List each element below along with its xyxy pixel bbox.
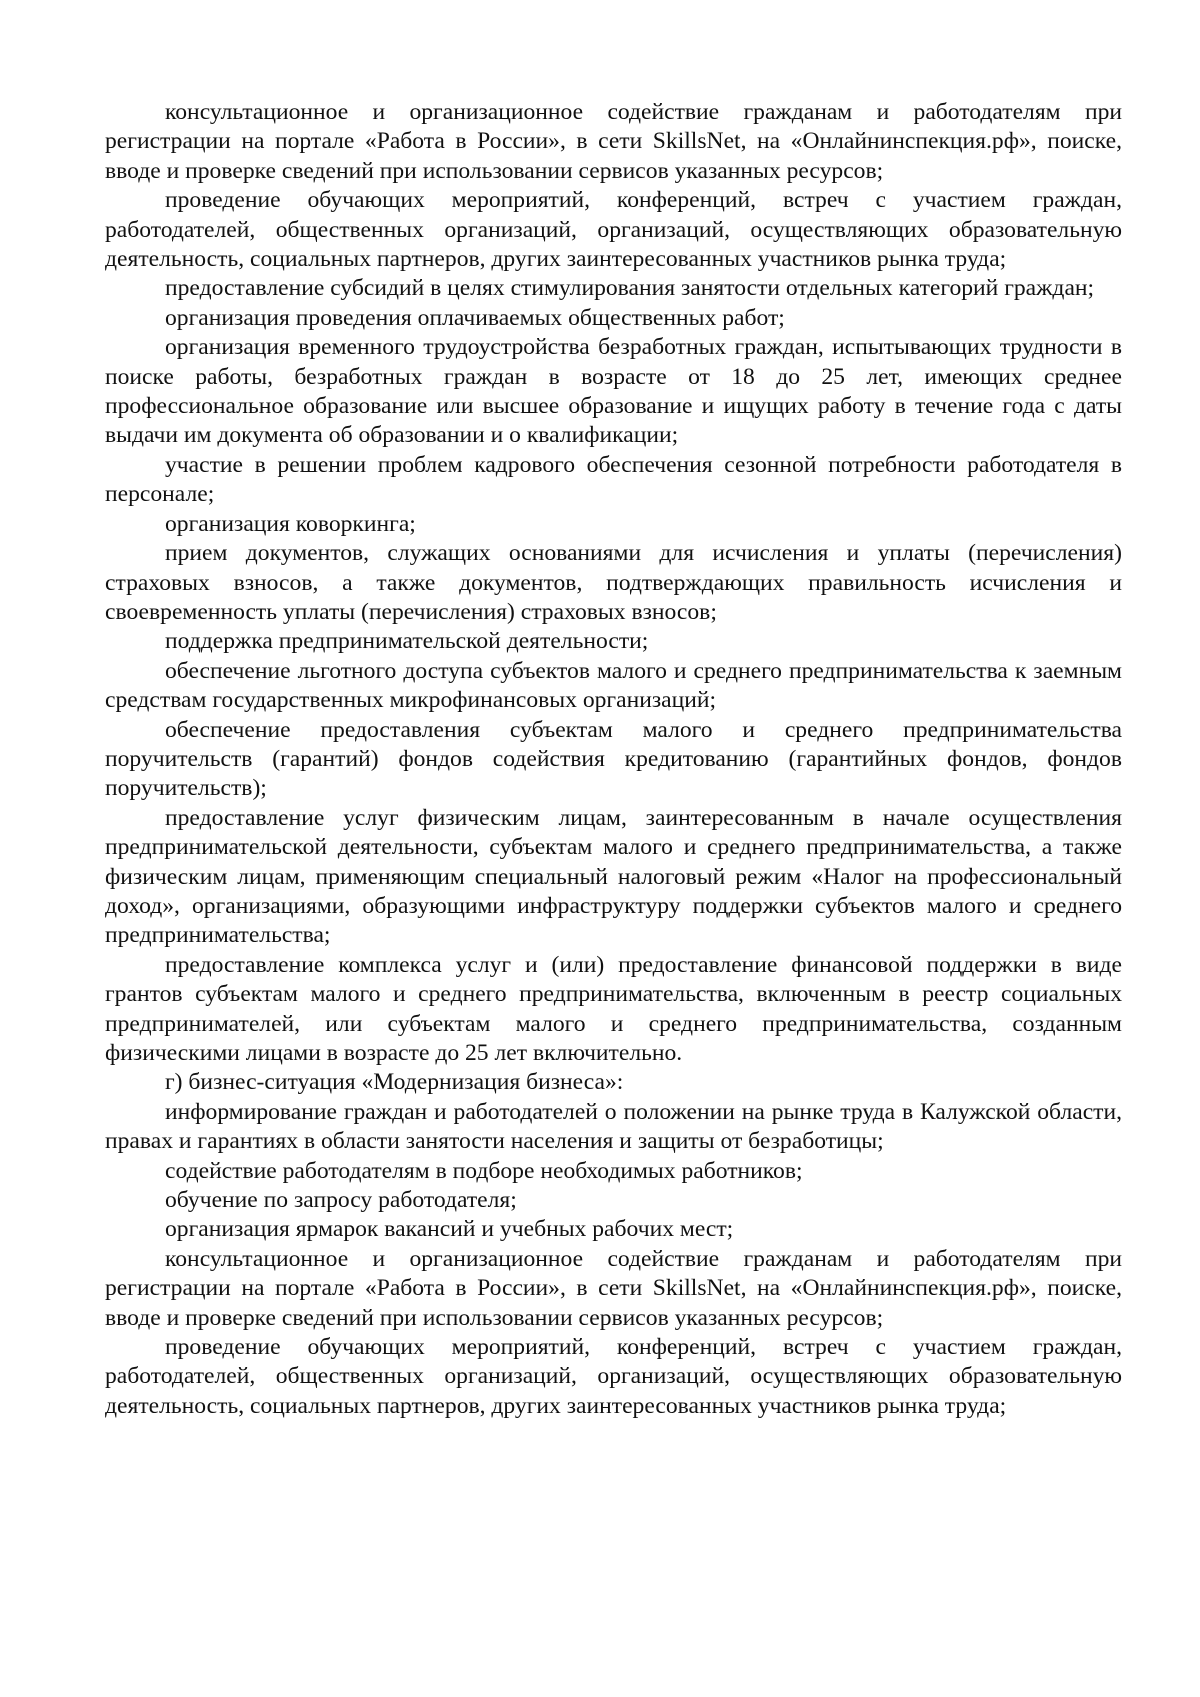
paragraph-training-events-2: проведение обучающих мероприятий, конференций, встреч с участием граждан, работодателей, общественных организаций, организаций, осуществляющих образовательную деятельность, социальных партнеров, других заинтересованных участников рынка труда;	[105, 1334, 1122, 1419]
paragraph-coworking: организация коворкинга;	[165, 510, 416, 537]
paragraph-labor-market-info: информирование граждан и работодателей о положении на рынке труда в Калужской области, правах и гарантиях в области занятости населения и защиты от безработицы;	[105, 1098, 1122, 1155]
paragraph-guarantee-funds: обеспечение предоставления субъектам малого и среднего предпринимательства поручительств (гарантий) фондов содействия кредитованию (гарантийных фондов, фондов поручительств);	[105, 716, 1122, 802]
paragraph-microfinance-access: обеспечение льготного доступа субъектов малого и среднего предпринимательства к заемным средствам государственных микрофинансовых организаций;	[105, 657, 1122, 714]
paragraph-employee-selection: содействие работодателям в подборе необходимых работников;	[165, 1157, 803, 1184]
paragraph-employer-training: обучение по запросу работодателя;	[165, 1187, 517, 1214]
section-heading-business-modernization: г) бизнес-ситуация «Модернизация бизнеса»:	[165, 1069, 624, 1096]
paragraph-training-events: проведение обучающих мероприятий, конференций, встреч с участием граждан, работодателей, общественных организаций, организаций, осуществляющих образовательную деятельность, социальных партнеров, других заинтересованных участников рынка труда;	[105, 187, 1122, 273]
paragraph-subsidies: предоставление субсидий в целях стимулирования занятости отдельных категорий граждан;	[165, 275, 1095, 302]
paragraph-seasonal-staffing: участие в решении проблем кадрового обеспечения сезонной потребности работодателя в персонале;	[105, 451, 1122, 508]
paragraph-grants: предоставление комплекса услуг и (или) предоставление финансовой поддержки в виде грантов субъектам малого и среднего предпринимательства, включенным в реестр социальных предпринимателей, или субъектам малого и среднего предпринимательства, созданным физическими лицами в возрасте до 25 лет включительно.	[105, 951, 1122, 1066]
paragraph-temporary-employment: организация временного трудоустройства безработных граждан, испытывающих трудности в поиске работы, безработных граждан в возрасте от 18 до 25 лет, имеющих среднее профессиональное образование или высшее образование и ищущих работу в течение года с даты выдачи им документа об образовании и о квалификации;	[105, 334, 1122, 449]
paragraph-public-works: организация проведения оплачиваемых общественных работ;	[165, 304, 785, 331]
paragraph-consulting-registration: консультационное и организационное содействие гражданам и работодателям при регистрации на портале «Работа в России», в сети SkillsNet, на «Онлайнинспекция.рф», поиске, вводе и проверке сведений при использовании сервисов указанных ресурсов;	[105, 99, 1122, 184]
paragraph-job-fairs: организация ярмарок вакансий и учебных рабочих мест;	[165, 1216, 734, 1243]
paragraph-insurance-documents: прием документов, служащих основаниями для исчисления и уплаты (перечисления) страховых взносов, а также документов, подтверждающих правильность исчисления и своевременность уплаты (перечисления) страховых взносов;	[105, 540, 1122, 625]
paragraph-services-individuals: предоставление услуг физическим лицам, заинтересованным в начале осуществления предпринимательской деятельности, субъектам малого и среднего предпринимательства, а также физическим лицам, применяющим специальный налоговый режим «Налог на профессиональный доход», организациями, образующими инфраструктуру поддержки субъектов малого и среднего предпринимательства;	[105, 804, 1122, 949]
paragraph-business-support: поддержка предпринимательской деятельности;	[165, 628, 649, 655]
paragraph-consulting-registration-2: консультационное и организационное содействие гражданам и работодателям при регистрации на портале «Работа в России», в сети SkillsNet, на «Онлайнинспекция.рф», поиске, вводе и проверке сведений при использовании сервисов указанных ресурсов;	[105, 1245, 1122, 1331]
